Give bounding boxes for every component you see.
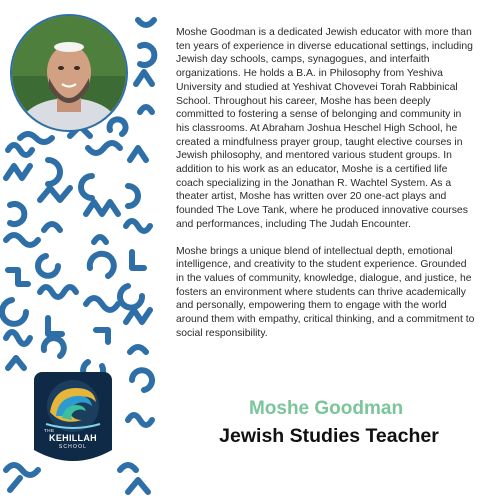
bio-text [176,26,476,353]
logo-school-text: SCHOOL [58,444,88,450]
person-name: Moshe Goodman [248,398,404,419]
person-role: Jewish Studies Teacher [219,425,439,447]
bio-paragraph-2: Moshe brings a unique blend of intellectual depth, emotional intelligence, and creativity to the student experience. Grounded in the values of community, knowledge, dialogue, and justice, he fosters an environment where students can thrive academically and personally, empowering them to engage with the world around them with empathy, critical thinking, and a commitment to social responsibility. [176,245,475,339]
kehillah-wave-logo-icon [34,372,112,466]
bio-paragraph-1: Moshe Goodman is a dedicated Jewish educator with more than ten years of experience in diverse educational settings, including Jewish day schools, camps, synagogues, and interfaith organizations. He holds a B.A. in Philosophy from Yeshiva University and studied at Yeshivat Chovevei Torah Rabbinical School. Throughout his career, Moshe has been deeply committed to fostering a sense of belonging and community in his classrooms. At Abraham Joshua Heschel High School, he created a mindfulness prayer group, taught elective courses in Jewish philosophy, and mentored various student groups. In addition to his work as an educator, Moshe is a certified life coach specializing in the Jonathan R. Wachtel System. As a theater artist, Moshe has written over 20 one-act plays and founded The Love Tank, where he produced innovative courses and performances, including The Judah Encounter. [176,27,473,230]
logo-the-text: THE [44,428,55,433]
school-logo [34,372,112,466]
logo-name-text: KEHILLAH [49,433,97,443]
portrait-photo-icon [12,16,126,130]
portrait-photo [10,14,128,132]
